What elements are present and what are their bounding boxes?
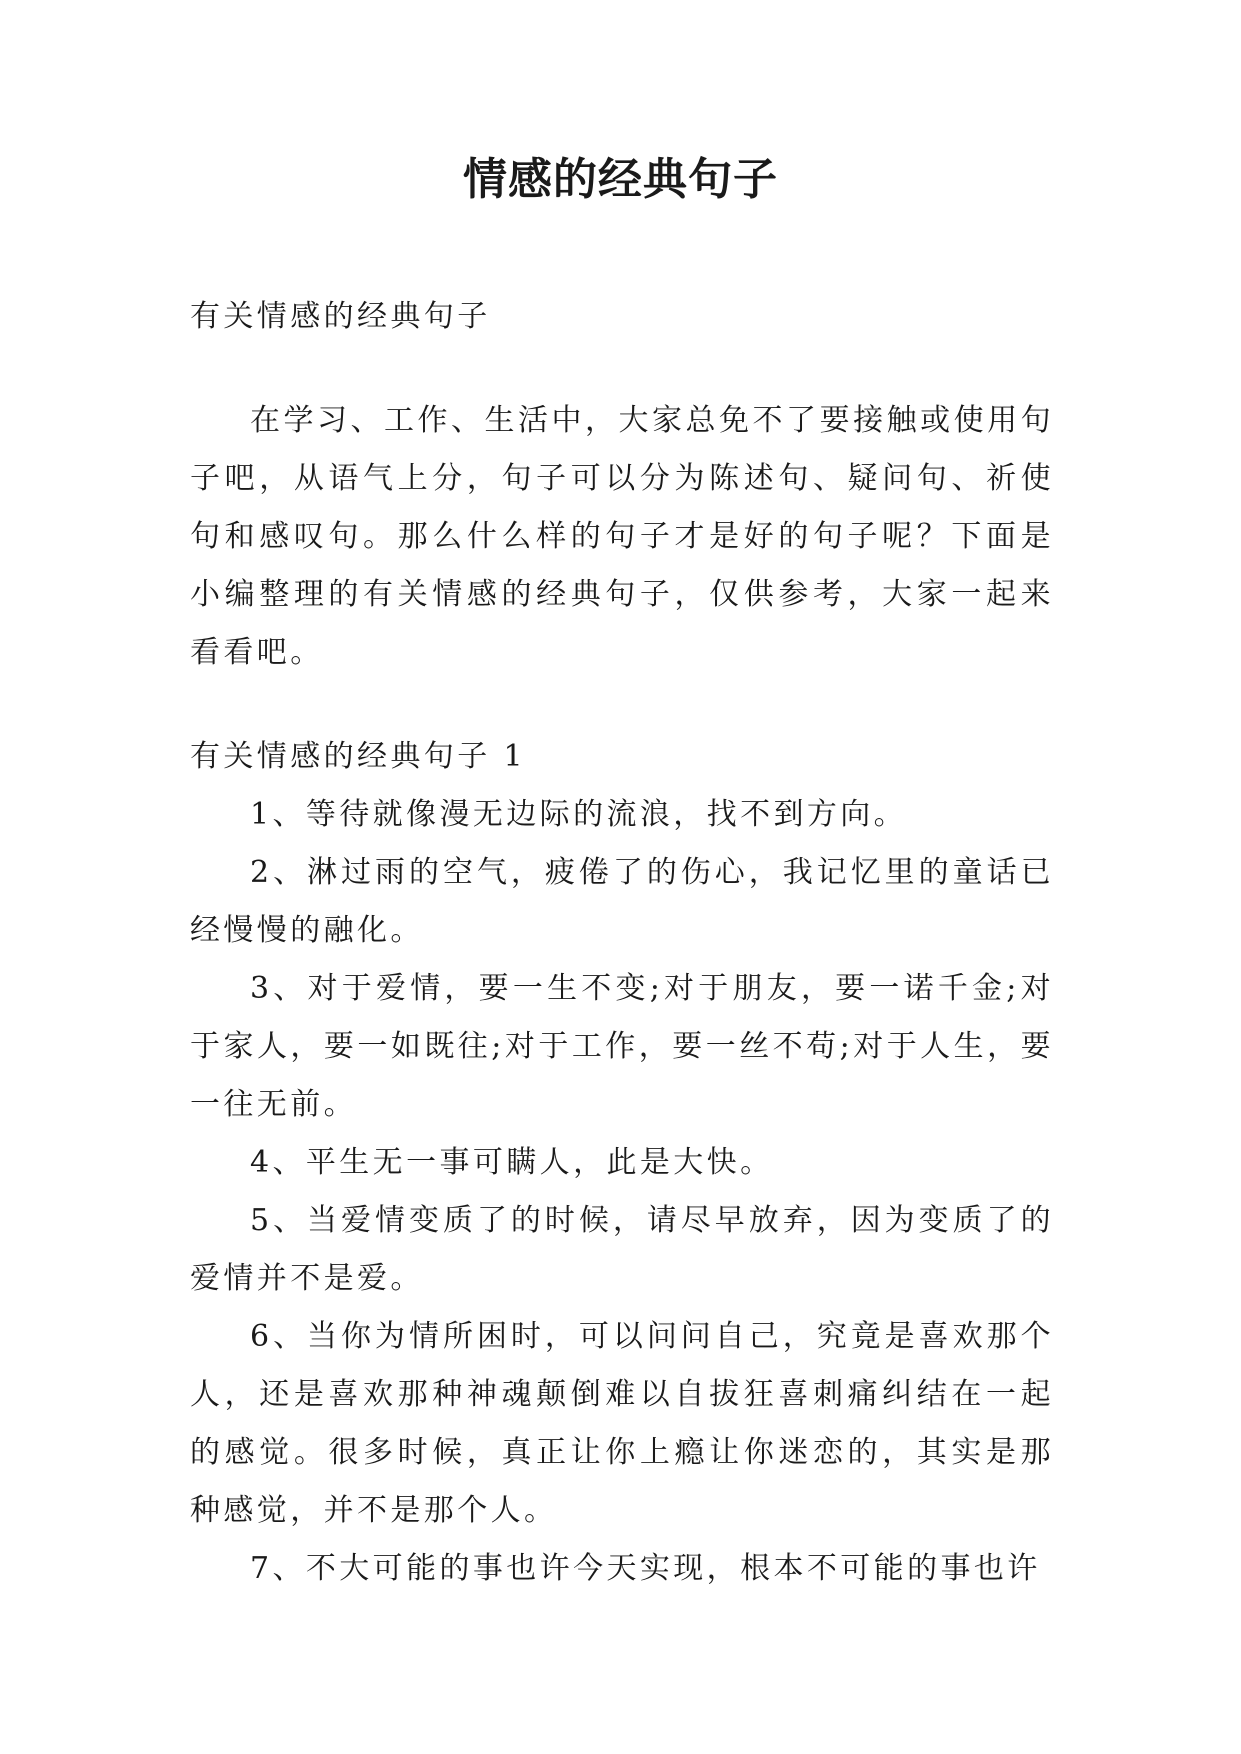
list-item: 4、平生无一事可瞒人，此是大快。 (250, 1145, 774, 1180)
list-item: 1、等待就像漫无边际的流浪，找不到方向。 (250, 797, 908, 832)
list-item: 2、淋过雨的空气，疲倦了的伤心，我记忆里的童话已经慢慢的融化。 (190, 855, 1054, 948)
list-item: 3、对于爱情，要一生不变;对于朋友，要一诺千金;对于家人，要一如既往;对于工作，要一丝不苟;对于人生，要一往无前。 (190, 971, 1054, 1122)
intro-paragraph: 在学习、工作、生活中，大家总免不了要接触或使用句子吧，从语气上分，句子可以分为陈述句、疑问句、祈使句和感叹句。那么什么样的句子才是好的句子呢？下面是小编整理的有关情感的经典句子，仅供参考，大家一起来看看吧。 (190, 403, 1054, 670)
document-subtitle: 有关情感的经典句子 (190, 299, 491, 334)
section-heading: 有关情感的经典句子 1 (190, 739, 527, 774)
list-item: 6、当你为情所困时，可以问问自己，究竟是喜欢那个人，还是喜欢那种神魂颠倒难以自拔狂喜刺痛纠结在一起的感觉。很多时候，真正让你上瘾让你迷恋的，其实是那种感觉，并不是那个人。 (190, 1319, 1054, 1528)
list-item: 7、不大可能的事也许今天实现，根本不可能的事也许 (250, 1551, 1041, 1586)
document-title: 情感的经典句子 (463, 154, 778, 205)
document-body (190, 288, 1054, 1598)
list-item: 5、当爱情变质了的时候，请尽早放弃，因为变质了的爱情并不是爱。 (190, 1203, 1054, 1296)
